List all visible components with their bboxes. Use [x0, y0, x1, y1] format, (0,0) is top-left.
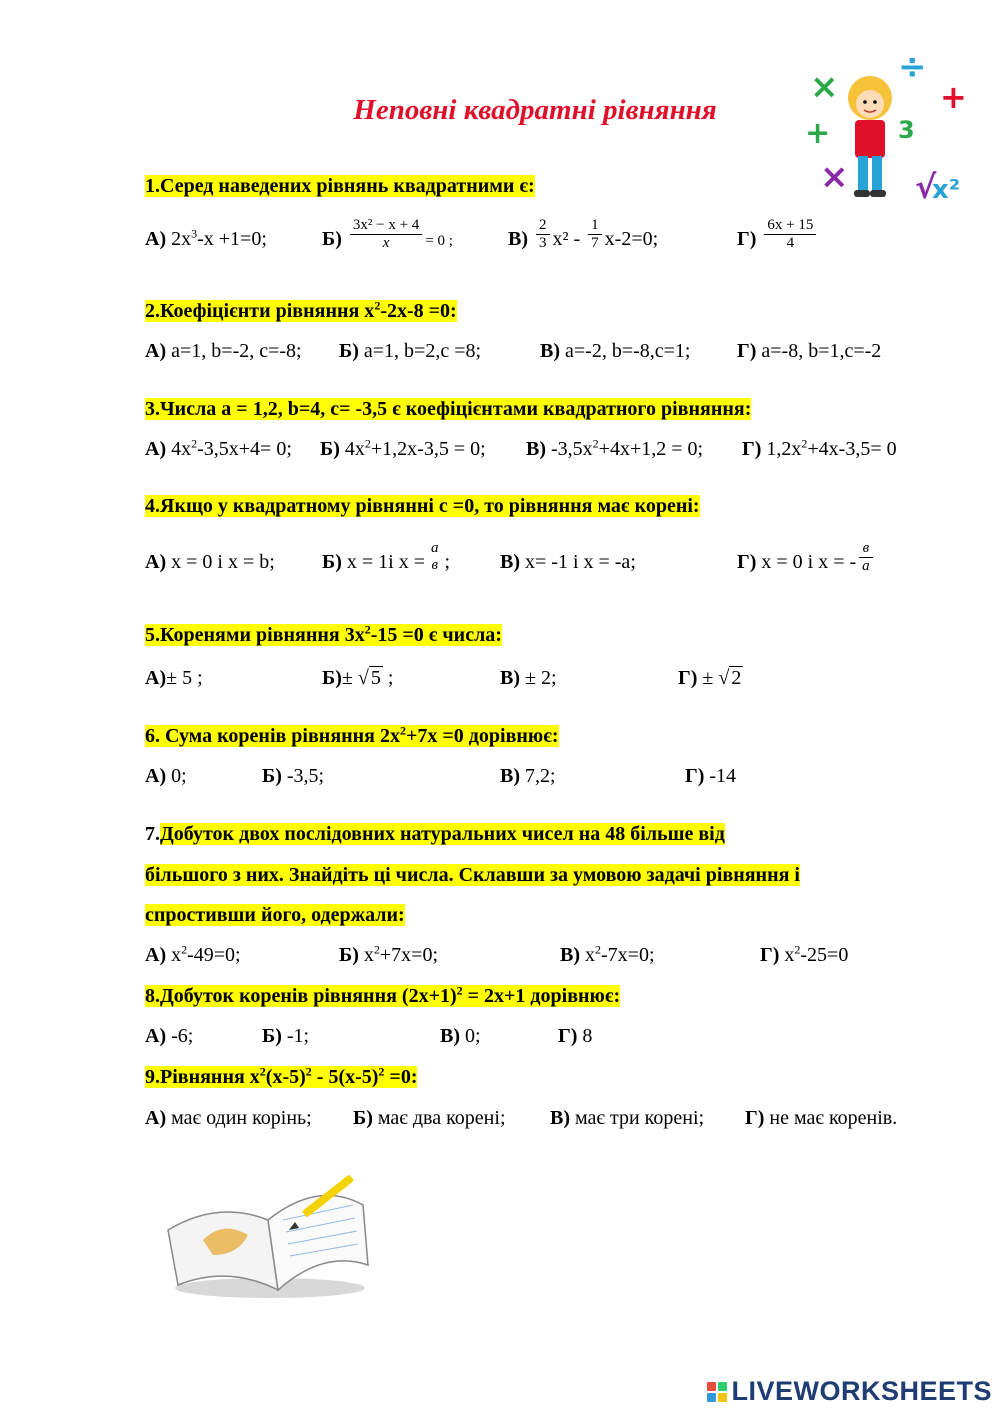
option-a[interactable]: А) a=1, b=-2, c=-8;: [145, 340, 302, 362]
svg-text:÷: ÷: [898, 48, 927, 87]
option-c[interactable]: В) має три корені;: [550, 1107, 705, 1129]
option-b[interactable]: Б) має два корені;: [353, 1107, 506, 1129]
question-2: 2.Коефіцієнти рівняння $x^2-2x-8 =0$:: [145, 298, 457, 322]
option-a[interactable]: А) x = 0 і x = b;: [145, 551, 275, 573]
option-c[interactable]: В) 0;: [440, 1025, 481, 1047]
answers-4: [145, 538, 945, 588]
option-b[interactable]: Б) $x^2+7x=0$;: [339, 942, 439, 966]
svg-text:x²: x²: [932, 175, 961, 205]
option-c[interactable]: В) $x^2-7x=0$;: [560, 942, 655, 966]
svg-text:×: ×: [810, 67, 839, 107]
answers-2: [145, 337, 945, 367]
option-c[interactable]: В) $-3,5x^2+4x+1,2 = 0$;: [526, 436, 704, 460]
answers-8: [145, 1022, 945, 1052]
option-d[interactable]: Г) ± √ 2: [678, 667, 742, 689]
option-c[interactable]: В) x= -1 і x = -a;: [500, 551, 636, 573]
option-b[interactable]: Б)± √ 5 ;: [322, 667, 394, 689]
answers-9: [145, 1104, 975, 1134]
question-7: 7.Добуток двох послідовних натуральних чисел на 48 більше від: [145, 823, 725, 845]
svg-text:3: 3: [898, 116, 915, 144]
option-d[interactable]: Г) a=-8, b=1,c=-2: [737, 340, 882, 362]
option-c[interactable]: В) a=-2, b=-8,c=1;: [540, 340, 691, 362]
open-book-illustration: [158, 1160, 383, 1305]
question-5: 5.Коренями рівняння $3x^2-15 =0$ є числа:: [145, 622, 502, 646]
option-d[interactable]: Г) 8: [558, 1025, 593, 1047]
question-4: 4.Якщо у квадратному рівнянні c =0, то рівняння має корені:: [145, 495, 700, 517]
option-a[interactable]: А) 0;: [145, 765, 187, 787]
question-1: [145, 172, 535, 200]
question-9: 9.Рівняння $x^2(x-5)^2 - 5(x-5)^2 =0$:: [145, 1064, 418, 1088]
liveworksheets-logo: [707, 1376, 992, 1407]
question-3: 3.Числа a = 1,2, b=4, c= -3,5 є коефіцієнтами квадратного рівняння:: [145, 398, 752, 420]
option-b[interactable]: Б) x = 1і x = a в ;: [322, 540, 451, 574]
answers-5: [145, 664, 945, 694]
answers-3: [145, 435, 975, 465]
question-text: Серед наведених рівнянь квадратними є:: [160, 175, 535, 197]
option-d[interactable]: Г) -14: [685, 765, 737, 787]
answers-6: [145, 762, 945, 792]
answers-7: [145, 941, 945, 971]
svg-text:√: √: [915, 168, 937, 206]
answers-1: [145, 216, 965, 270]
option-a[interactable]: А) $2x^3-x +1=0$;: [145, 226, 267, 250]
option-c[interactable]: В) $\frac{2}{3}$ x² - $\frac{1}{7}$ x-2=0;: [508, 216, 659, 251]
question-number: 1.: [145, 175, 160, 197]
option-a[interactable]: А) має один корінь;: [145, 1107, 312, 1129]
math-kid-illustration: [800, 48, 975, 220]
logo-mark-icon: [707, 1382, 727, 1402]
question-8: 8.Добуток коренів рівняння $(2x+1)^2 = 2x+1$ дорівнює:: [145, 983, 621, 1007]
option-d[interactable]: Г) $x^2-25=0$: [760, 942, 849, 966]
option-a[interactable]: А)± 5 ;: [145, 667, 203, 689]
option-b[interactable]: Б) a=1, b=2,c =8;: [339, 340, 482, 362]
question-7-line3: спростивши його, одержали:: [145, 904, 405, 926]
option-d[interactable]: Г) $\frac{6x + 15}{4}$: [737, 225, 819, 253]
option-a[interactable]: А) -6;: [145, 1025, 194, 1047]
svg-text:+: +: [805, 116, 831, 151]
option-c[interactable]: В) ± 2;: [500, 667, 557, 689]
option-b[interactable]: Б) -1;: [262, 1025, 310, 1047]
option-a[interactable]: А) $4x^2-3,5x+4= 0$;: [145, 436, 292, 460]
option-c[interactable]: В) 7,2;: [500, 765, 556, 787]
option-d[interactable]: Г) x = 0 і x = - $\frac{в}{a}$: [737, 548, 876, 576]
question-7-line2: більшого з них. Знайдіть ці числа. Склавши за умовою задачі рівняння і: [145, 864, 800, 886]
option-b[interactable]: Б) -3,5;: [262, 765, 325, 787]
option-d[interactable]: Г) $1,2x^2+4x-3,5= 0$: [742, 436, 897, 460]
question-6: 6. Сума коренів рівняння $2x^2+7x =0$ дорівнює:: [145, 723, 559, 747]
page-title: Неповні квадратні рівняння: [353, 94, 717, 126]
option-a[interactable]: А) $x^2-49=0$;: [145, 942, 241, 966]
logo-text: LIVEWORKSHEETS: [731, 1376, 992, 1406]
option-b[interactable]: Б) $\frac{\text{3x² − x + 4}}{x}$ = 0 ;: [322, 216, 453, 251]
option-b[interactable]: Б) $4x^2+1,2x-3,5 = 0$;: [320, 436, 486, 460]
svg-text:×: ×: [820, 157, 849, 197]
option-d[interactable]: Г) не має коренів.: [745, 1107, 898, 1129]
svg-text:+: +: [940, 78, 967, 116]
